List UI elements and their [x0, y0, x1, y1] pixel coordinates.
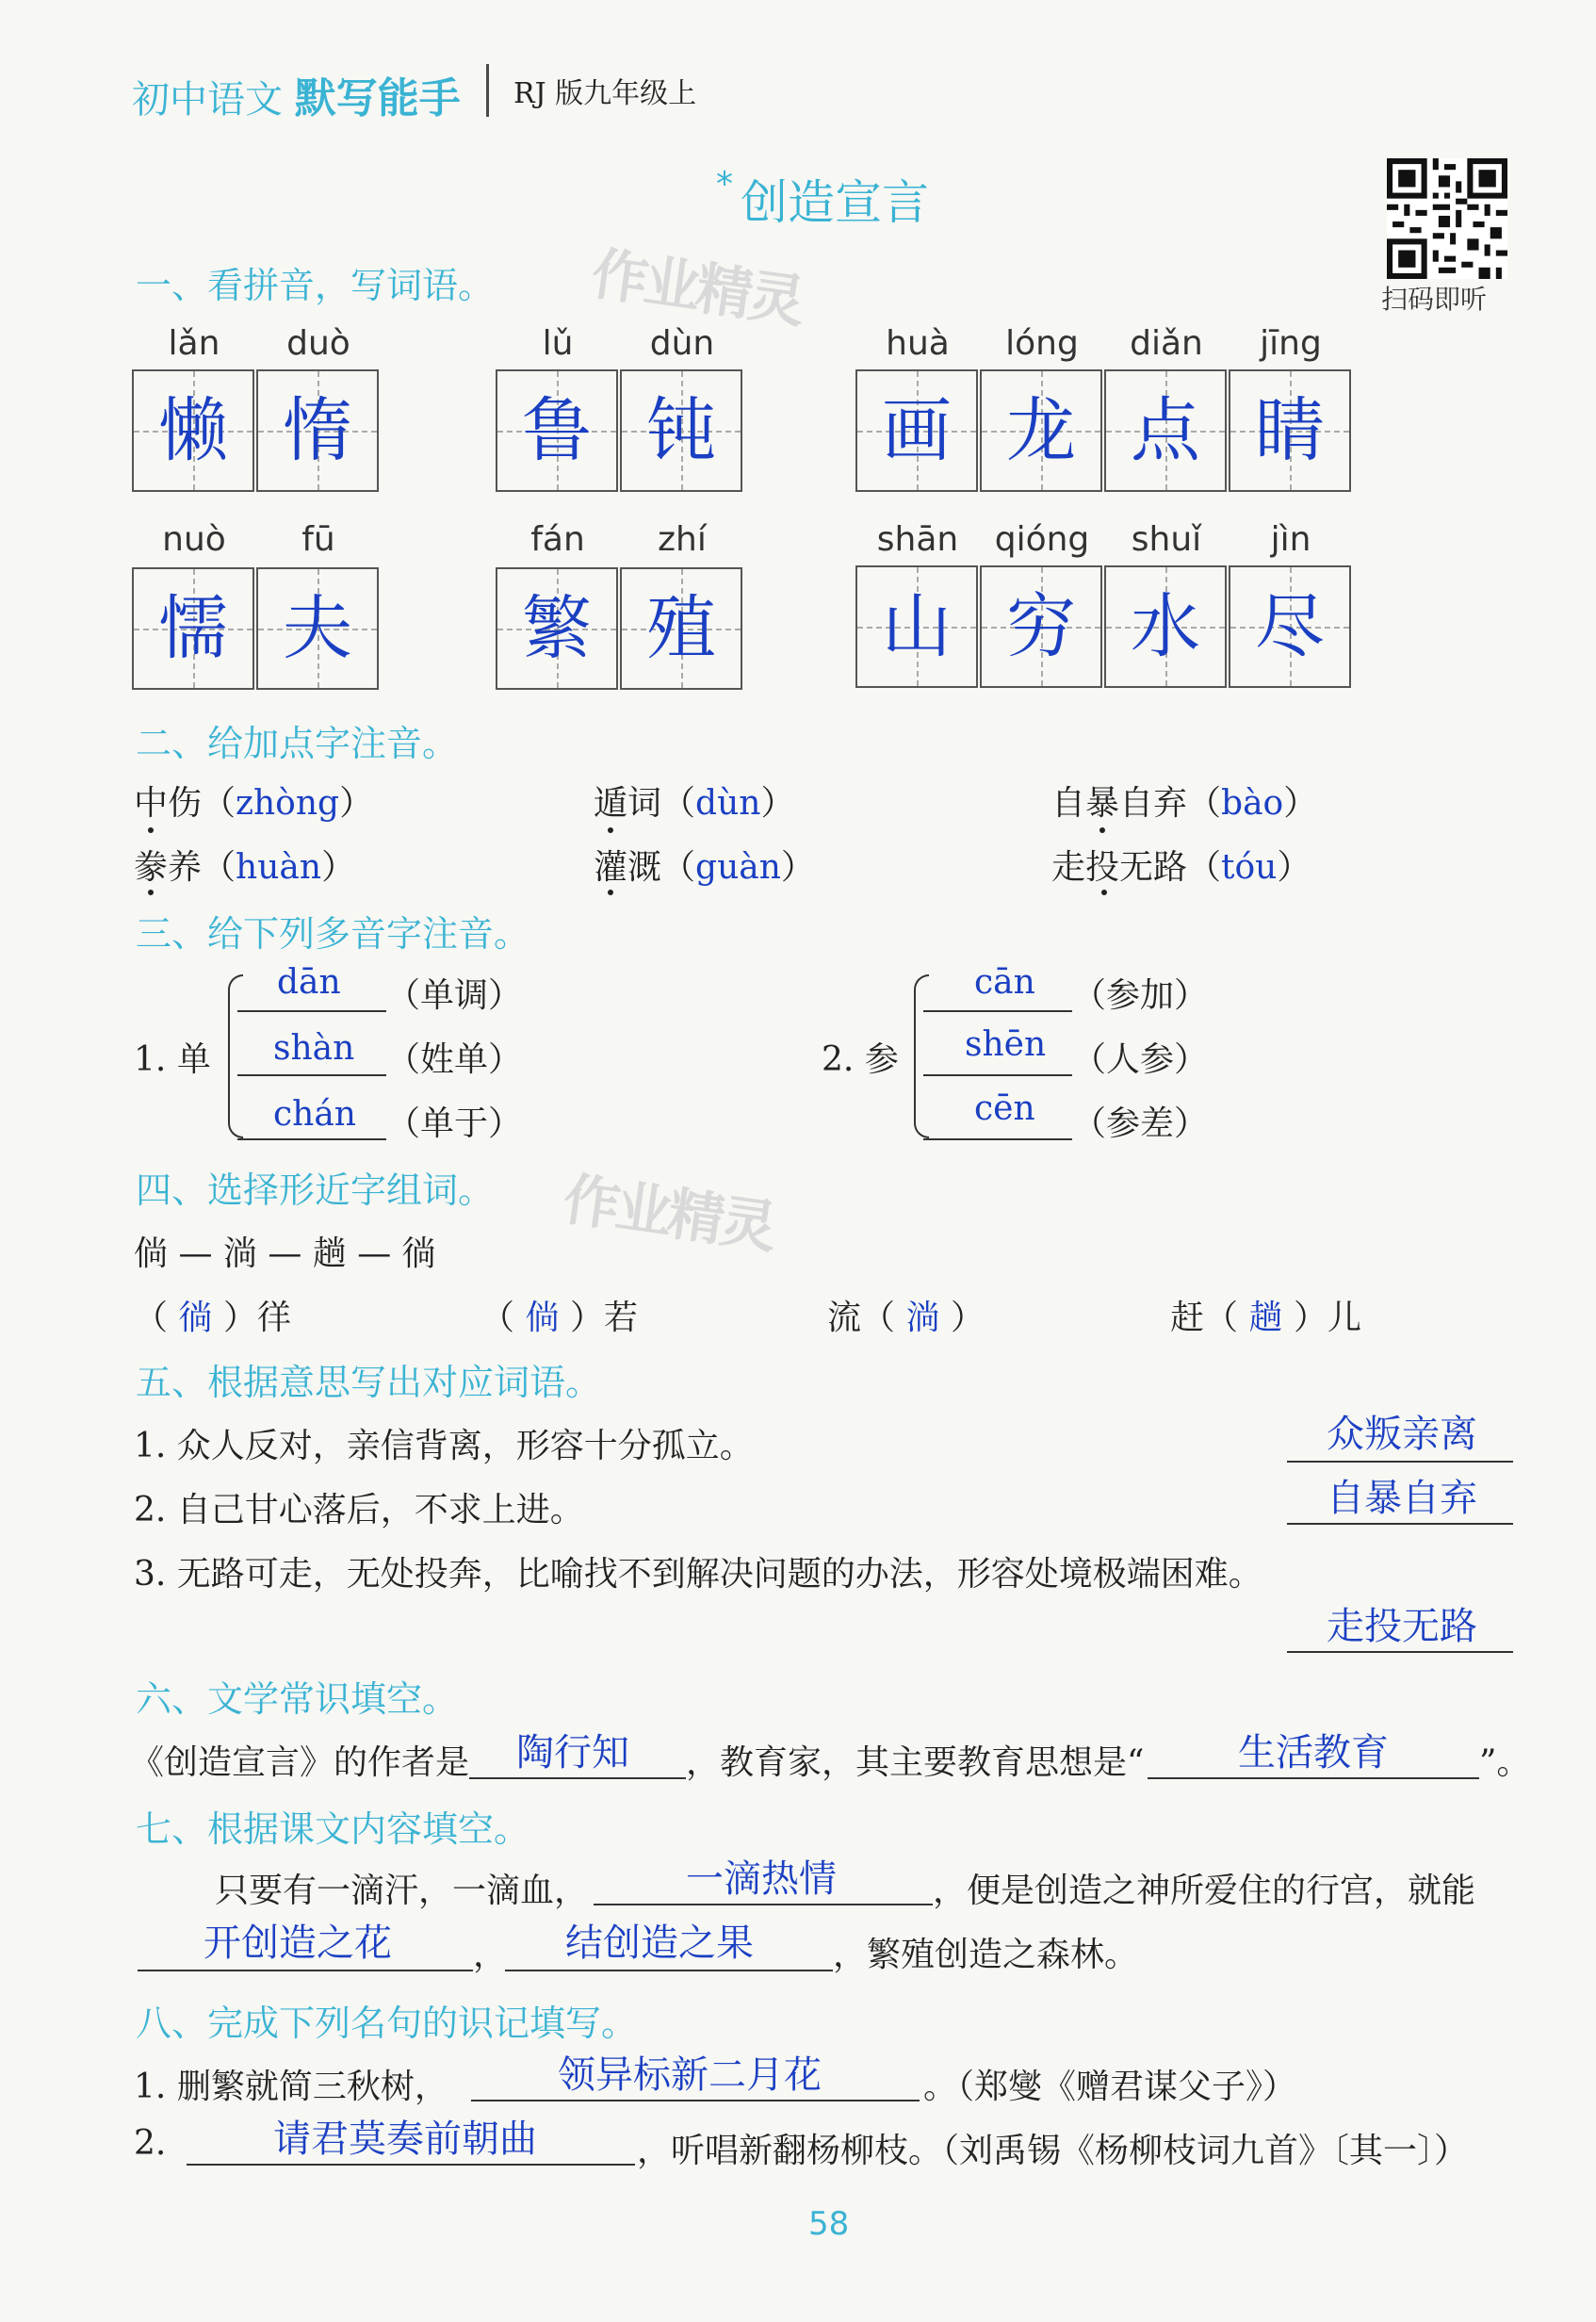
answer-line [505, 1970, 833, 1971]
paren-open: （ [661, 848, 696, 887]
char-box[interactable] [496, 369, 618, 492]
char-answer: 懦 [158, 588, 228, 669]
similar-item [1170, 1291, 1361, 1339]
pinyin: lǔ [542, 324, 574, 363]
quote-number: 2. [134, 2124, 167, 2163]
char-box[interactable] [256, 567, 379, 690]
char-box[interactable] [620, 369, 742, 492]
char-answer: 山 [882, 586, 952, 667]
zhuyin-item [1051, 841, 1311, 889]
qr-code-icon[interactable] [1387, 158, 1507, 279]
char-answer: 惰 [283, 390, 352, 471]
paren-open: （ [1187, 784, 1222, 823]
char-box[interactable] [855, 369, 978, 492]
pinyin: huà [886, 324, 950, 363]
quote-suffix: ，听唱新翻杨柳枝。（刘禹锡《杨柳枝词九首》〔其一〕） [637, 2132, 1469, 2170]
paren-open: （ [134, 1299, 169, 1337]
section-heading-6: 六、文学常识填空。 [136, 1678, 459, 1720]
item-number: 1. [134, 2068, 167, 2106]
content-middle: ，便是创造之神所爱住的行宫，就能 [933, 1872, 1476, 1910]
answer-line [237, 1010, 386, 1012]
similar-item [480, 1291, 638, 1339]
char-box[interactable] [1229, 565, 1351, 688]
char-answer: 夫 [283, 588, 352, 669]
pinyin: shuǐ [1131, 520, 1202, 559]
zhuyin-word: 豢养 [134, 848, 203, 887]
answer-line [471, 2100, 920, 2101]
paren-close: ） [780, 848, 815, 887]
pinyin: dùn [649, 324, 715, 363]
paren-open: （ [661, 784, 696, 823]
char-box[interactable] [256, 369, 379, 492]
quote-prefix: 删繁就简三秋树， [176, 2068, 448, 2106]
paren-close: ） [321, 848, 356, 887]
char-answer: 殖 [646, 588, 716, 669]
paren-open: （ [1187, 848, 1222, 887]
paren-close: ） [760, 784, 795, 823]
section-heading-4: 四、选择形近字组词。 [136, 1169, 495, 1211]
pinyin: diǎn [1130, 324, 1203, 363]
emphasis-dot [608, 890, 613, 895]
zhuyin-answer[interactable]: guàn [695, 848, 781, 887]
similar-answer[interactable]: 趟 [1248, 1299, 1283, 1337]
item-number: 1. [134, 1040, 167, 1079]
series-label: 初中语文 [132, 78, 283, 122]
polyphone-answer[interactable]: shàn [273, 1029, 355, 1068]
polyphone-answer[interactable]: cān [974, 963, 1035, 1002]
similar-answer[interactable]: 徜 [178, 1299, 213, 1337]
brand-label: 默写能手 [294, 74, 461, 123]
star-mark: * [716, 165, 733, 204]
pinyin: lǎn [168, 324, 220, 363]
paren-open: （ [202, 848, 236, 887]
answer-line [1287, 1651, 1513, 1653]
header-divider [486, 64, 489, 117]
zhuyin-item [134, 841, 355, 889]
char-answer: 龙 [1006, 390, 1076, 471]
literature-prefix: 《创造宣言》的作者是 [130, 1743, 470, 1782]
content-suffix: ，繁殖创造之森林。 [833, 1936, 1139, 1974]
section-heading-7: 七、根据课文内容填空。 [136, 1808, 530, 1850]
polyphone-word: （参加） [1072, 976, 1209, 1015]
quote-line [134, 2060, 448, 2108]
emphasis-dot [1101, 890, 1107, 895]
literature-middle: ，教育家，其主要教育思想是“ [686, 1743, 1145, 1782]
char-answer: 睛 [1255, 390, 1325, 471]
polyphone-word: （姓单） [386, 1040, 523, 1079]
pinyin: jìn [1270, 520, 1311, 559]
brace [914, 974, 929, 1138]
pinyin: shān [876, 520, 959, 559]
polyphone-word: （单于） [386, 1104, 523, 1143]
zhuyin-item [134, 777, 373, 825]
char-box[interactable] [1104, 565, 1227, 688]
pinyin: lóng [1005, 324, 1079, 363]
paren-open: （ [480, 1299, 515, 1337]
pinyin: qióng [994, 520, 1090, 559]
content-answer[interactable]: 开创造之花 [204, 1921, 392, 1965]
section-heading-3: 三、给下列多音字注音。 [136, 913, 530, 955]
quote-answer[interactable]: 请君莫奏前朝曲 [273, 2118, 537, 2161]
similar-answer[interactable]: 淌 [905, 1299, 940, 1337]
emphasis-dot [608, 827, 613, 833]
char-answer: 懒 [158, 390, 228, 471]
polyphone-answer[interactable]: dān [277, 963, 341, 1002]
section-heading-5: 五、根据意思写出对应词语。 [136, 1362, 602, 1403]
char-answer: 水 [1131, 586, 1200, 667]
zhuyin-word: 走投无路 [1051, 848, 1188, 887]
answer-line [1287, 1461, 1513, 1463]
pinyin: fū [301, 520, 335, 559]
char-answer: 鲁 [522, 390, 592, 471]
similar-suffix: ）徉 [222, 1299, 291, 1337]
zhuyin-answer[interactable]: tóu [1221, 848, 1278, 887]
polyphone-answer[interactable]: shēn [965, 1025, 1047, 1064]
paren-close: ） [339, 784, 374, 823]
paren-open: （ [202, 784, 236, 823]
zhuyin-word: 中伤 [134, 784, 203, 823]
char-box[interactable] [132, 567, 254, 690]
content-prefix: 只要有一滴汗，一滴血， [215, 1872, 589, 1910]
qr-label: 扫码即听 [1381, 284, 1488, 315]
page-number: 58 [808, 2205, 850, 2243]
char-answer: 画 [882, 390, 952, 471]
answer-line [923, 1074, 1072, 1076]
similar-answer[interactable]: 倘 [525, 1299, 560, 1337]
answer-line [237, 1138, 386, 1140]
polyphone-word: （单调） [386, 976, 523, 1015]
char-box[interactable] [1229, 369, 1351, 492]
paren-open: 赶（ [1170, 1299, 1239, 1337]
meaning-text: 3. 无路可走，无处投奔，比喻找不到解决问题的办法，形容处境极端困难。 [134, 1555, 1262, 1594]
paren-close: ） [950, 1299, 985, 1337]
polyphone-char: 单 [176, 1040, 211, 1079]
answer-line [469, 1777, 686, 1779]
section-heading-2: 二、给加点字注音。 [136, 723, 459, 764]
answer-line [138, 1970, 473, 1971]
literature-suffix: ”。 [1479, 1743, 1531, 1782]
pinyin: zhí [658, 520, 707, 559]
section-heading-1: 一、看拼音，写词语。 [136, 265, 495, 306]
pinyin: nuò [162, 520, 226, 559]
pinyin: duò [286, 324, 350, 363]
char-answer: 点 [1131, 390, 1200, 471]
quote-answer[interactable]: 领异标新二月花 [558, 2053, 822, 2097]
zhuyin-item [594, 841, 815, 889]
answer-line [594, 1904, 933, 1905]
polyphone-word: （参差） [1072, 1104, 1209, 1143]
zhuyin-item [1051, 777, 1317, 825]
pinyin: fán [530, 520, 585, 559]
paren-close: ） [1277, 848, 1311, 887]
pinyin: jīng [1260, 324, 1322, 363]
answer-line [1148, 1777, 1479, 1779]
header-series [132, 64, 461, 124]
similar-item [134, 1291, 291, 1339]
char-answer: 繁 [522, 588, 592, 669]
header-edition: RJ 版九年级上 [513, 77, 697, 110]
watermark: 作业精灵 [559, 1166, 778, 1262]
similar-suffix: ）若 [569, 1299, 638, 1337]
meaning-text: 2. 自己甘心落后，不求上进。 [134, 1491, 584, 1529]
polyphone-label [822, 1033, 899, 1081]
watermark: 作业精灵 [587, 240, 806, 336]
brace [228, 974, 243, 1138]
similar-suffix: ）儿 [1293, 1299, 1361, 1337]
paren-close: ） [1283, 784, 1318, 823]
char-box[interactable] [855, 565, 978, 688]
content-answer[interactable]: 结创造之果 [565, 1921, 754, 1965]
char-box[interactable] [980, 565, 1102, 688]
polyphone-answer[interactable]: cēn [974, 1089, 1035, 1128]
zhuyin-word: 遁词 [594, 784, 662, 823]
char-box[interactable] [1104, 369, 1227, 492]
answer-line [923, 1138, 1072, 1140]
zhuyin-item [594, 777, 794, 825]
char-box[interactable] [496, 567, 618, 690]
answer-line [237, 1074, 386, 1076]
polyphone-answer[interactable]: chán [273, 1095, 356, 1134]
zhuyin-answer[interactable]: zhòng [236, 784, 340, 823]
zhuyin-answer[interactable]: huàn [236, 848, 322, 887]
answer-line [1287, 1523, 1513, 1525]
emphasis-dot [1099, 827, 1105, 833]
char-box[interactable] [132, 369, 254, 492]
item-number: 2. [822, 1040, 855, 1079]
lesson-title [716, 165, 929, 233]
answer-line [187, 2164, 635, 2166]
polyphone-char: 参 [864, 1040, 899, 1079]
similar-item [827, 1291, 985, 1339]
emphasis-dot [148, 827, 154, 833]
section-heading-8: 八、完成下列名句的识记填写。 [136, 2003, 638, 2044]
zhuyin-answer[interactable]: dùn [695, 784, 761, 823]
polyphone-word: （人参） [1072, 1040, 1209, 1079]
author-answer[interactable]: 陶行知 [516, 1731, 629, 1774]
similar-chars-line: 倘 — 淌 — 趟 — 徜 [134, 1235, 436, 1273]
content-answer[interactable]: 一滴热情 [686, 1857, 837, 1901]
idea-answer[interactable]: 生活教育 [1238, 1731, 1389, 1774]
polyphone-label [134, 1033, 211, 1081]
quote-suffix: 。（郑燮《赠君谋父子》） [923, 2068, 1297, 2106]
content-separator: ， [473, 1936, 508, 1974]
lesson-title-text: 创造宣言 [741, 175, 929, 230]
answer-line [923, 1010, 1072, 1012]
meaning-answer[interactable]: 众叛亲离 [1327, 1413, 1477, 1456]
paren-open: 流（ [827, 1299, 896, 1337]
char-answer: 穷 [1006, 586, 1076, 667]
meaning-text: 1. 众人反对，亲信背离，形容十分孤立。 [134, 1427, 754, 1465]
char-answer: 钝 [646, 390, 716, 471]
char-box[interactable] [980, 369, 1102, 492]
zhuyin-answer[interactable]: bào [1221, 784, 1284, 823]
zhuyin-word: 自暴自弃 [1051, 784, 1188, 823]
char-answer: 尽 [1255, 586, 1325, 667]
zhuyin-word: 灌溉 [594, 848, 662, 887]
emphasis-dot [148, 890, 154, 895]
meaning-answer[interactable]: 走投无路 [1327, 1605, 1477, 1648]
meaning-answer[interactable]: 自暴自弃 [1327, 1477, 1477, 1520]
char-box[interactable] [620, 567, 742, 690]
